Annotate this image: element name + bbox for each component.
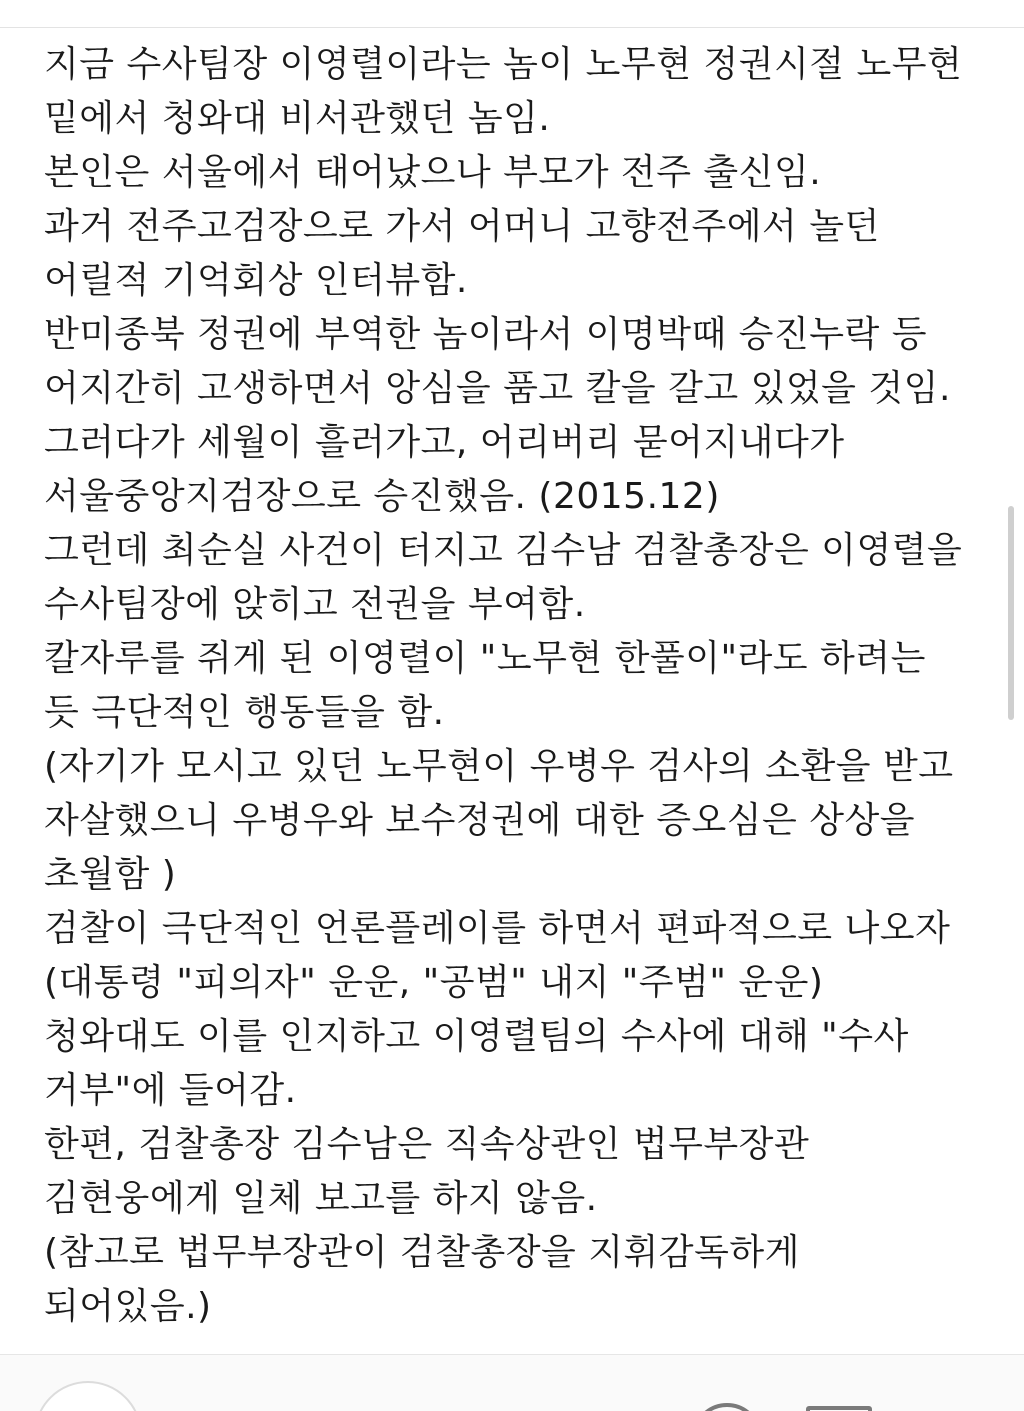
article-line: 그런데 최순실 사건이 터지고 김수남 검찰총장은 이영렬을 — [44, 530, 963, 571]
article-line: 지금 수사팀장 이영렬이라는 놈이 노무현 정권시절 노무현 — [44, 44, 963, 85]
article-line: 그러다가 세월이 흘러가고, 어리버리 묻어지내다가 — [44, 422, 845, 463]
article-line: 초월함 ) — [44, 854, 177, 895]
top-divider — [0, 27, 1024, 28]
article-line: 검찰이 극단적인 언론플레이를 하면서 편파적으로 나오자 — [44, 908, 951, 949]
article-line: 어릴적 기억회상 인터뷰함. — [44, 260, 468, 301]
article-line: 되어있음.) — [44, 1286, 212, 1327]
article-line: 자살했으니 우병우와 보수정권에 대한 증오심은 상상을 — [44, 800, 916, 841]
article-line: 한편, 검찰총장 김수남은 직속상관인 법무부장관 — [44, 1124, 810, 1165]
article-line: 듯 극단적인 행동들을 함. — [44, 692, 445, 733]
tabs-icon[interactable] — [806, 1406, 872, 1411]
profile-icon[interactable] — [34, 1381, 142, 1411]
article-line: (자기가 모시고 있던 노무현이 우병우 검사의 소환을 받고 — [44, 746, 954, 787]
article-line: 과거 전주고검장으로 가서 어머니 고향전주에서 놀던 — [44, 206, 880, 247]
bottom-toolbar — [0, 1354, 1024, 1411]
article-line: (참고로 법무부장관이 검찰총장을 지휘감독하게 — [44, 1232, 800, 1273]
article-line: (대통령 "피의자" 운운, "공범" 내지 "주범" 운운) — [44, 962, 824, 1003]
article-line: 김현웅에게 일체 보고를 하지 않음. — [44, 1178, 598, 1219]
refresh-icon[interactable] — [692, 1403, 762, 1411]
article-body — [44, 38, 984, 1354]
scrollbar[interactable] — [1008, 506, 1014, 720]
article-line: 칼자루를 쥐게 된 이영렬이 "노무현 한풀이"라도 하려는 — [44, 638, 926, 679]
article-line: 어지간히 고생하면서 앙심을 품고 칼을 갈고 있었을 것임. — [44, 368, 951, 409]
article-line: 서울중앙지검장으로 승진했음. (2015.12) — [44, 476, 720, 517]
article-line: 반미종북 정권에 부역한 놈이라서 이명박때 승진누락 등 — [44, 314, 928, 355]
article-line: 청와대도 이를 인지하고 이영렬팀의 수사에 대해 "수사 — [44, 1016, 909, 1057]
article-line: 본인은 서울에서 태어났으나 부모가 전주 출신임. — [44, 152, 822, 193]
article-line: 밑에서 청와대 비서관했던 놈임. — [44, 98, 551, 139]
article-line: 거부"에 들어감. — [44, 1070, 297, 1111]
article-line: 수사팀장에 앉히고 전권을 부여함. — [44, 584, 586, 625]
